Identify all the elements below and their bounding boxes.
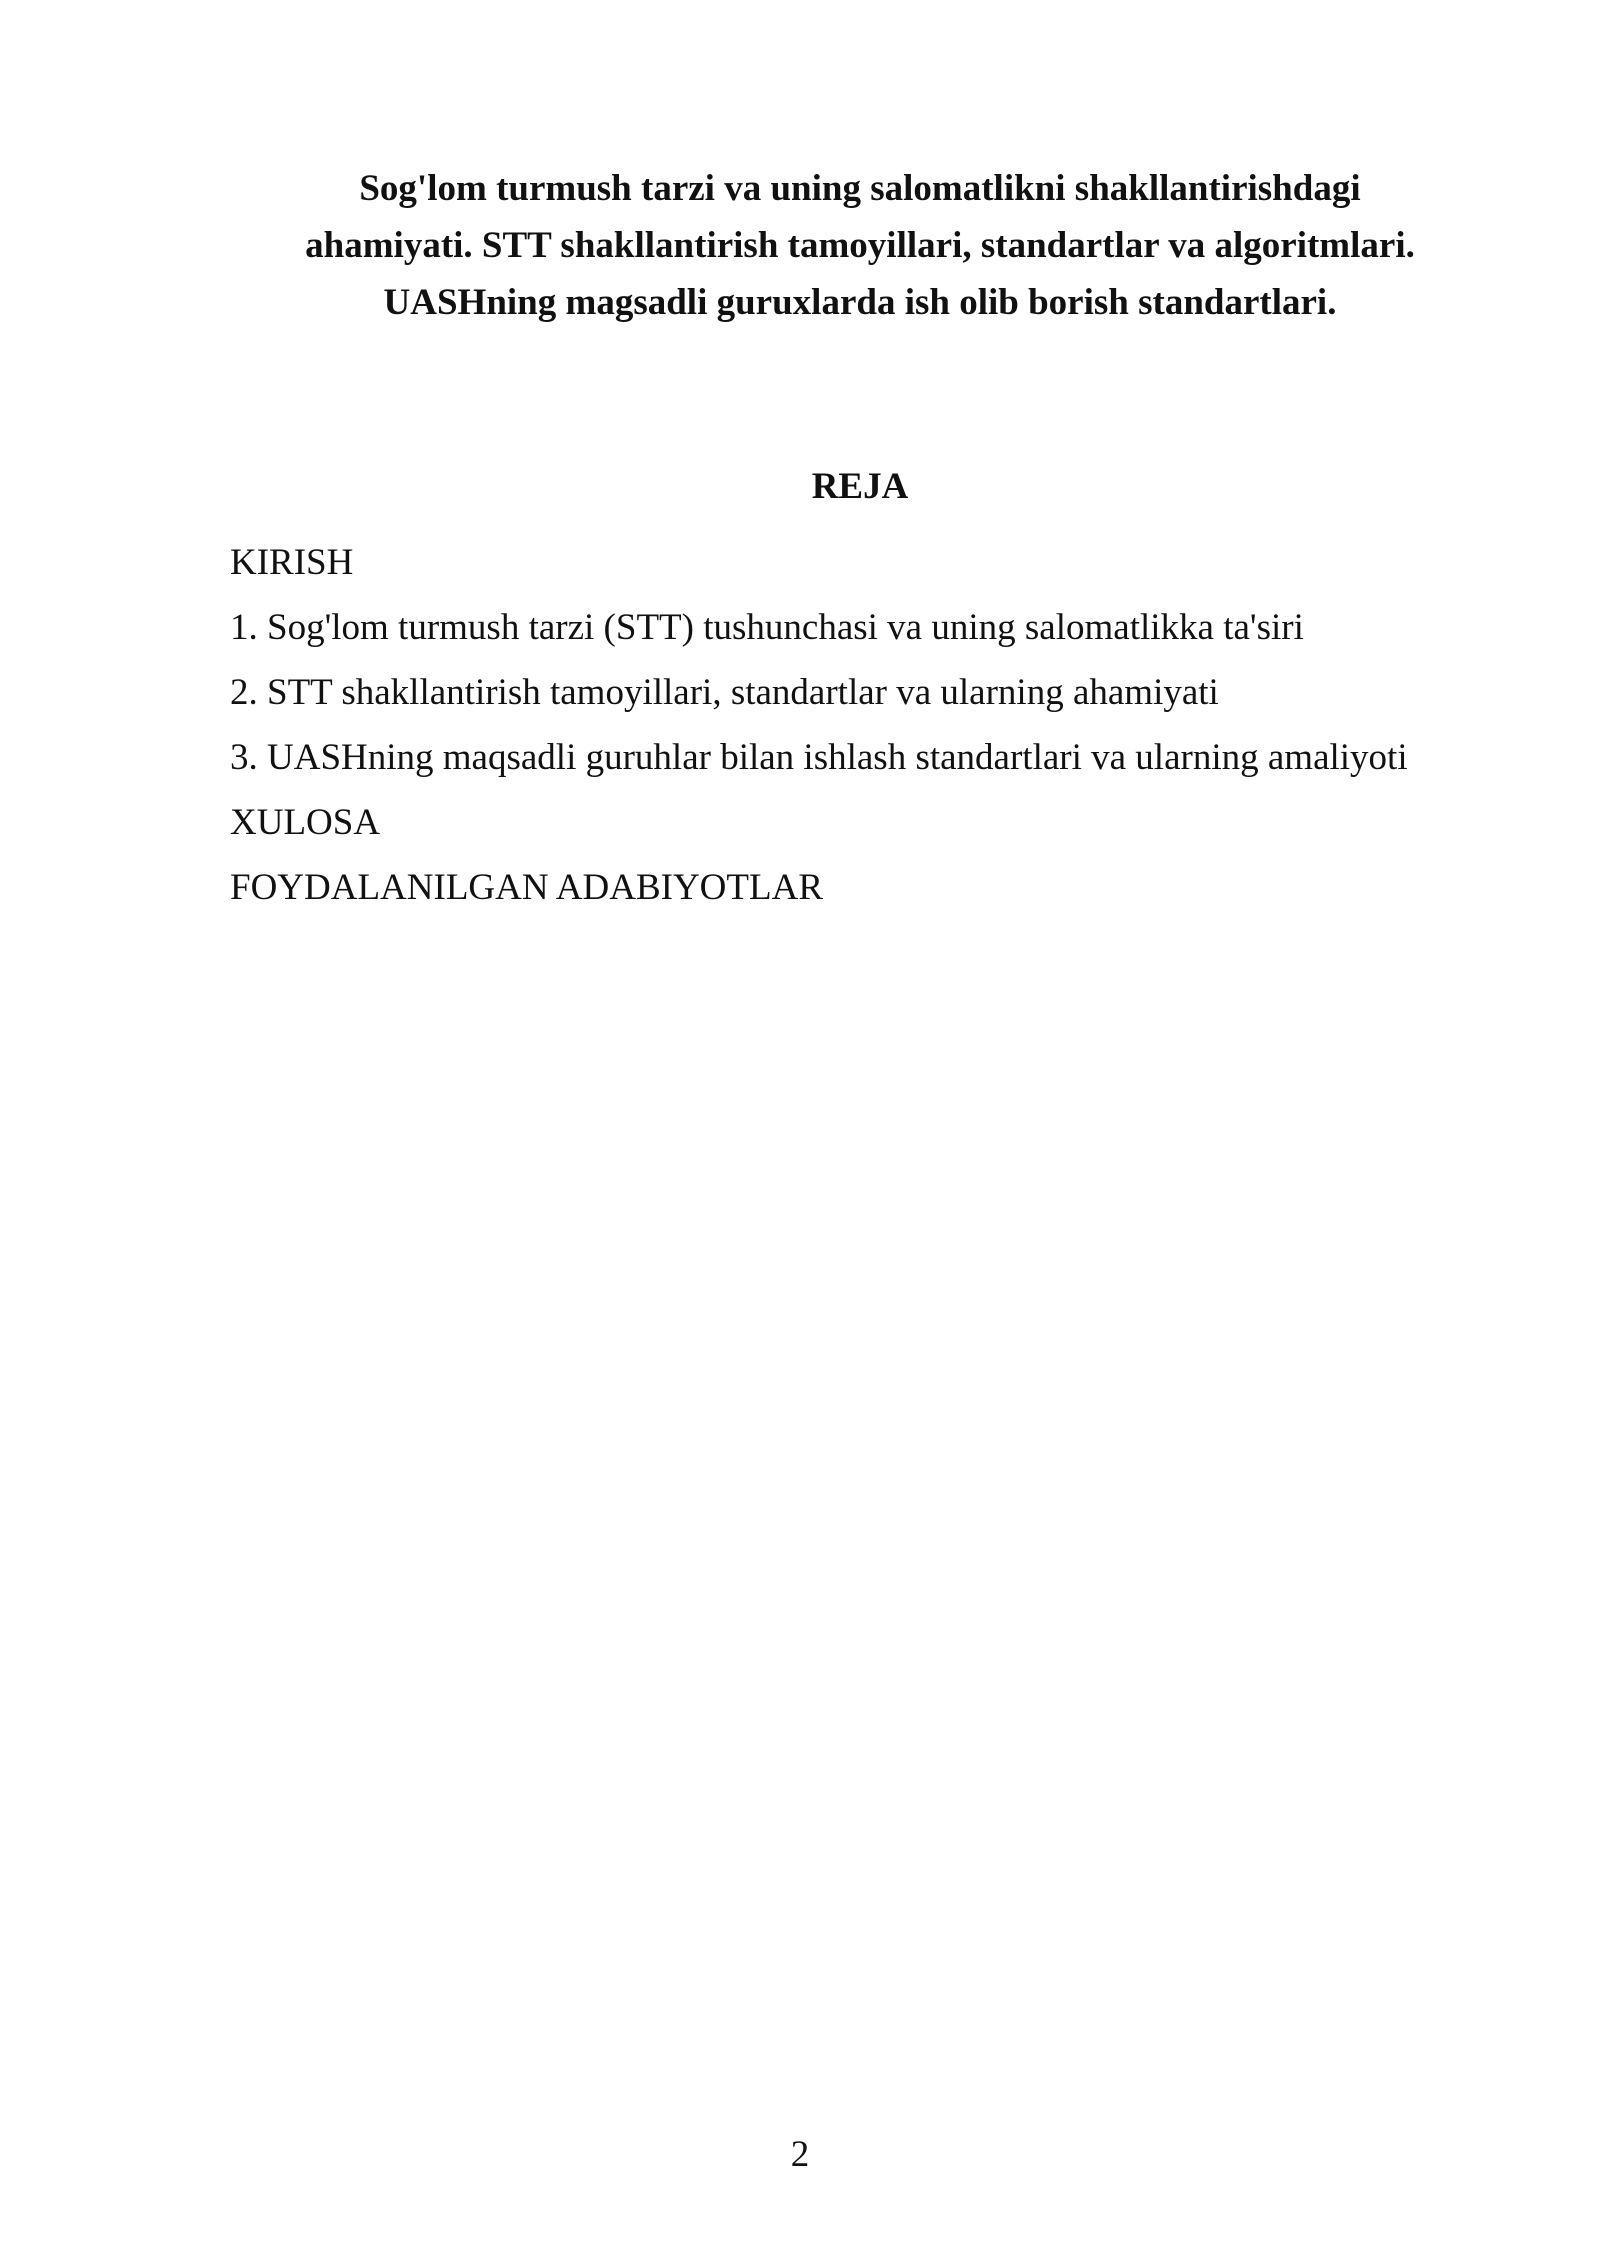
plan-item-3: 3. UASHning maqsadli guruhlar bilan ishlash standartlari va ularning amaliyoti xyxy=(230,737,1408,778)
page-number: 2 xyxy=(790,2134,810,2175)
plan-item-introduction: KIRISH xyxy=(230,542,354,583)
plan-heading: REJA xyxy=(811,466,909,507)
title-line-2: ahamiyati. STT shakllantirish tamoyillari, standartlar va algoritmlari. xyxy=(305,225,1415,266)
plan-item-conclusion: XULOSA xyxy=(230,802,381,843)
document-title xyxy=(230,160,1490,331)
title-line-1: Sog'lom turmush tarzi va uning salomatlikni shakllantirishdagi xyxy=(359,168,1361,209)
plan-item-references: FOYDALANILGAN ADABIYOTLAR xyxy=(230,867,823,908)
title-line-3: UASHning magsadli guruxlarda ish olib borish standartlari. xyxy=(383,282,1337,323)
plan-item-1: 1. Sog'lom turmush tarzi (STT) tushunchasi va uning salomatlikka ta'siri xyxy=(230,607,1304,648)
plan-item-2: 2. STT shakllantirish tamoyillari, standartlar va ularning ahamiyati xyxy=(230,672,1219,713)
plan-list xyxy=(230,530,1530,920)
